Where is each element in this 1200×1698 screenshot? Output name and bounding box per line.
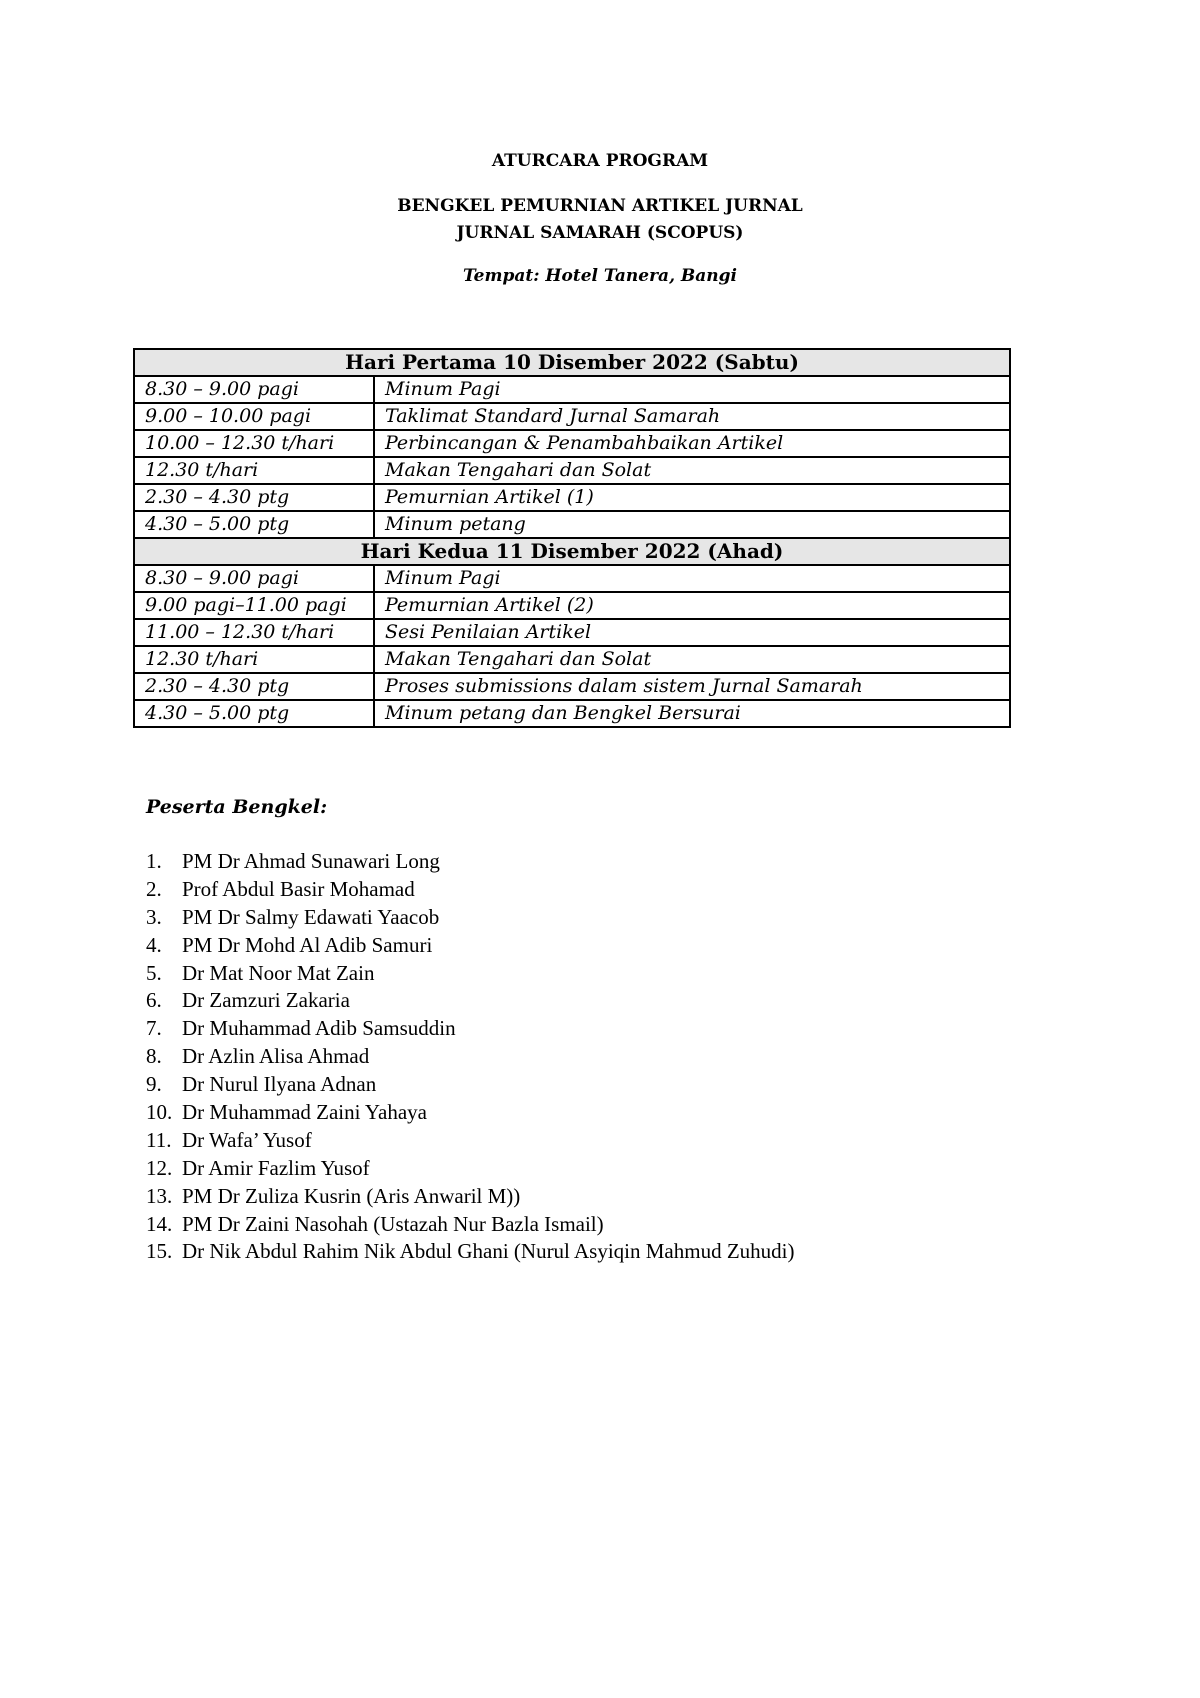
time-cell: 10.00 – 12.30 t/hari bbox=[134, 430, 374, 457]
participants-heading: Peserta Bengkel: bbox=[146, 796, 328, 818]
time-cell: 9.00 pagi–11.00 pagi bbox=[134, 592, 374, 619]
time-cell: 11.00 – 12.30 t/hari bbox=[134, 619, 374, 646]
activity-cell: Perbincangan & Penambahbaikan Artikel bbox=[374, 430, 1010, 457]
list-item bbox=[146, 848, 794, 876]
table-row bbox=[134, 484, 1010, 511]
list-item bbox=[146, 1071, 794, 1099]
participant-name: Dr Nurul Ilyana Adnan bbox=[182, 1072, 377, 1097]
time-cell: 9.00 – 10.00 pagi bbox=[134, 403, 374, 430]
time-cell: 4.30 – 5.00 ptg bbox=[134, 511, 374, 538]
list-item bbox=[146, 876, 794, 904]
list-item bbox=[146, 1127, 794, 1155]
list-item bbox=[146, 932, 794, 960]
list-number: 3. bbox=[146, 904, 162, 929]
participant-name: Dr Mat Noor Mat Zain bbox=[182, 960, 375, 985]
list-number: 7. bbox=[146, 1016, 162, 1041]
list-item bbox=[146, 1211, 794, 1239]
table-row bbox=[134, 619, 1010, 646]
participant-name: Dr Muhammad Zaini Yahaya bbox=[182, 1100, 427, 1125]
list-number: 12. bbox=[146, 1155, 173, 1180]
list-item bbox=[146, 987, 794, 1015]
list-number: 15. bbox=[146, 1239, 173, 1264]
activity-cell: Sesi Penilaian Artikel bbox=[374, 619, 1010, 646]
table-row bbox=[134, 646, 1010, 673]
participant-name: Dr Amir Fazlim Yusof bbox=[182, 1155, 370, 1180]
participant-name: PM Dr Salmy Edawati Yaacob bbox=[182, 904, 440, 929]
participant-name: Dr Muhammad Adib Samsuddin bbox=[182, 1016, 456, 1041]
workshop-title: BENGKEL PEMURNIAN ARTIKEL JURNAL bbox=[397, 196, 803, 216]
activity-cell: Proses submissions dalam sistem Jurnal Samarah bbox=[374, 673, 1010, 700]
participant-name: PM Dr Ahmad Sunawari Long bbox=[182, 849, 440, 873]
table-row bbox=[134, 457, 1010, 484]
list-number: 11. bbox=[146, 1127, 172, 1152]
activity-cell: Taklimat Standard Jurnal Samarah bbox=[374, 403, 1010, 430]
day1-heading: Hari Pertama 10 Disember 2022 (Sabtu) bbox=[134, 349, 1010, 376]
activity-cell: Pemurnian Artikel (2) bbox=[374, 592, 1010, 619]
activity-cell: Minum Pagi bbox=[374, 565, 1010, 592]
list-number: 8. bbox=[146, 1044, 162, 1069]
list-item bbox=[146, 1043, 794, 1071]
activity-cell: Minum petang bbox=[374, 511, 1010, 538]
table-row bbox=[134, 376, 1010, 403]
activity-cell: Pemurnian Artikel (1) bbox=[374, 484, 1010, 511]
activity-cell: Makan Tengahari dan Solat bbox=[374, 457, 1010, 484]
time-cell: 12.30 t/hari bbox=[134, 646, 374, 673]
participant-name: Dr Zamzuri Zakaria bbox=[182, 988, 350, 1013]
table-row bbox=[134, 700, 1010, 727]
list-item bbox=[146, 904, 794, 932]
activity-cell: Minum petang dan Bengkel Bersurai bbox=[374, 700, 1010, 727]
day2-header-row bbox=[134, 538, 1010, 565]
list-number: 2. bbox=[146, 876, 162, 901]
list-item bbox=[146, 1183, 794, 1211]
list-item bbox=[146, 1099, 794, 1127]
list-item bbox=[146, 1238, 794, 1266]
activity-cell: Makan Tengahari dan Solat bbox=[374, 646, 1010, 673]
venue-line: Tempat: Hotel Tanera, Bangi bbox=[462, 266, 737, 286]
list-number: 10. bbox=[146, 1100, 173, 1125]
table-row bbox=[134, 403, 1010, 430]
participant-name: Dr Nik Abdul Rahim Nik Abdul Ghani (Nurul Asyiqin Mahmud Zuhudi) bbox=[182, 1239, 795, 1264]
list-item bbox=[146, 1155, 794, 1183]
participant-name: PM Dr Zuliza Kusrin (Aris Anwaril M)) bbox=[182, 1183, 521, 1208]
table-row bbox=[134, 430, 1010, 457]
list-item bbox=[146, 1015, 794, 1043]
list-number: 5. bbox=[146, 960, 162, 985]
table-row bbox=[134, 511, 1010, 538]
time-cell: 8.30 – 9.00 pagi bbox=[134, 565, 374, 592]
list-number: 14. bbox=[146, 1211, 173, 1236]
list-number: 9. bbox=[146, 1072, 162, 1097]
participants-list bbox=[146, 848, 794, 1266]
participant-name: PM Dr Zaini Nasohah (Ustazah Nur Bazla Ismail) bbox=[182, 1211, 604, 1236]
participant-name: Prof Abdul Basir Mohamad bbox=[182, 876, 415, 901]
journal-title: JURNAL SAMARAH (SCOPUS) bbox=[456, 223, 744, 243]
list-number: 6. bbox=[146, 988, 162, 1013]
program-title: ATURCARA PROGRAM bbox=[491, 151, 709, 171]
schedule-table bbox=[133, 348, 1011, 728]
participant-name: PM Dr Mohd Al Adib Samuri bbox=[182, 932, 433, 957]
list-item bbox=[146, 960, 794, 988]
day1-header-row bbox=[134, 349, 1010, 376]
time-cell: 4.30 – 5.00 ptg bbox=[134, 700, 374, 727]
time-cell: 2.30 – 4.30 ptg bbox=[134, 673, 374, 700]
time-cell: 2.30 – 4.30 ptg bbox=[134, 484, 374, 511]
list-number: 13. bbox=[146, 1183, 173, 1208]
table-row bbox=[134, 673, 1010, 700]
table-row bbox=[134, 565, 1010, 592]
list-number: 1. bbox=[146, 849, 162, 873]
day2-heading: Hari Kedua 11 Disember 2022 (Ahad) bbox=[134, 538, 1010, 565]
activity-cell: Minum Pagi bbox=[374, 376, 1010, 403]
participant-name: Dr Wafa’ Yusof bbox=[182, 1127, 312, 1152]
participant-name: Dr Azlin Alisa Ahmad bbox=[182, 1044, 370, 1069]
time-cell: 8.30 – 9.00 pagi bbox=[134, 376, 374, 403]
time-cell: 12.30 t/hari bbox=[134, 457, 374, 484]
table-row bbox=[134, 592, 1010, 619]
list-number: 4. bbox=[146, 932, 162, 957]
